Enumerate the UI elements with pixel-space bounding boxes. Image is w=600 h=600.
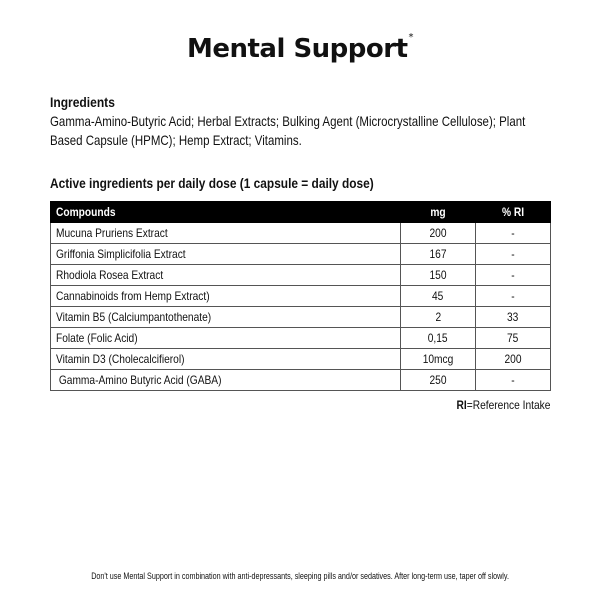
compound-mg: 200	[401, 223, 476, 244]
title-asterisk: *	[408, 32, 414, 43]
compound-ri: 75	[476, 328, 551, 349]
reference-intake-note	[420, 398, 550, 412]
compounds-table	[50, 201, 551, 391]
column-header-compounds: Compounds	[51, 202, 401, 223]
compound-name: Rhodiola Rosea Extract	[51, 265, 401, 286]
table-row	[51, 265, 551, 286]
compound-mg: 150	[401, 265, 476, 286]
ingredients-text: Gamma-Amino-Butyric Acid; Herbal Extracts; Bulking Agent (Microcrystalline Cellulose); Plant Based Capsule (HPMC); Hemp Extract; Vitamins.	[50, 113, 526, 148]
compound-name: Griffonia Simplicifolia Extract	[51, 244, 401, 265]
table-row	[51, 328, 551, 349]
column-header-mg: mg	[401, 202, 476, 223]
compound-mg: 0,15	[401, 328, 476, 349]
compound-ri: 33	[476, 307, 551, 328]
compound-mg: 45	[401, 286, 476, 307]
product-title-text: Mental Support	[186, 34, 408, 64]
table-row	[51, 307, 551, 328]
table-row	[51, 223, 551, 244]
column-header-ri: % RI	[476, 202, 551, 223]
compound-ri: 200	[476, 349, 551, 370]
compound-ri: -	[476, 370, 551, 391]
ri-abbreviation: RI	[456, 398, 467, 412]
compound-mg: 250	[401, 370, 476, 391]
table-header-row	[51, 202, 551, 223]
compound-name: Folate (Folic Acid)	[51, 328, 401, 349]
compound-mg: 2	[401, 307, 476, 328]
compound-name: Mucuna Pruriens Extract	[51, 223, 401, 244]
table-row	[51, 244, 551, 265]
ingredients-heading: Ingredients	[50, 94, 115, 110]
compound-name: Vitamin B5 (Calciumpantothenate)	[51, 307, 401, 328]
compound-ri: -	[476, 223, 551, 244]
compound-mg: 10mcg	[401, 349, 476, 370]
table-row	[51, 286, 551, 307]
compound-name: Cannabinoids from Hemp Extract)	[51, 286, 401, 307]
usage-warning-text: Don't use Mental Support in combination with anti-depressants, sleeping pills and/or sedatives. After long-term use, taper off slowly.	[91, 571, 509, 581]
table-row	[51, 370, 551, 391]
compound-name: Vitamin D3 (Cholecalcifierol)	[51, 349, 401, 370]
table-row	[51, 349, 551, 370]
product-title	[0, 34, 600, 64]
compound-ri: -	[476, 244, 551, 265]
compound-ri: -	[476, 286, 551, 307]
compound-name: Gamma-Amino Butyric Acid (GABA)	[51, 370, 401, 391]
ri-definition: =Reference Intake	[466, 398, 550, 412]
usage-warning	[0, 571, 600, 581]
compound-ri: -	[476, 265, 551, 286]
compound-mg: 167	[401, 244, 476, 265]
active-ingredients-heading: Active ingredients per daily dose (1 capsule = daily dose)	[50, 175, 374, 191]
